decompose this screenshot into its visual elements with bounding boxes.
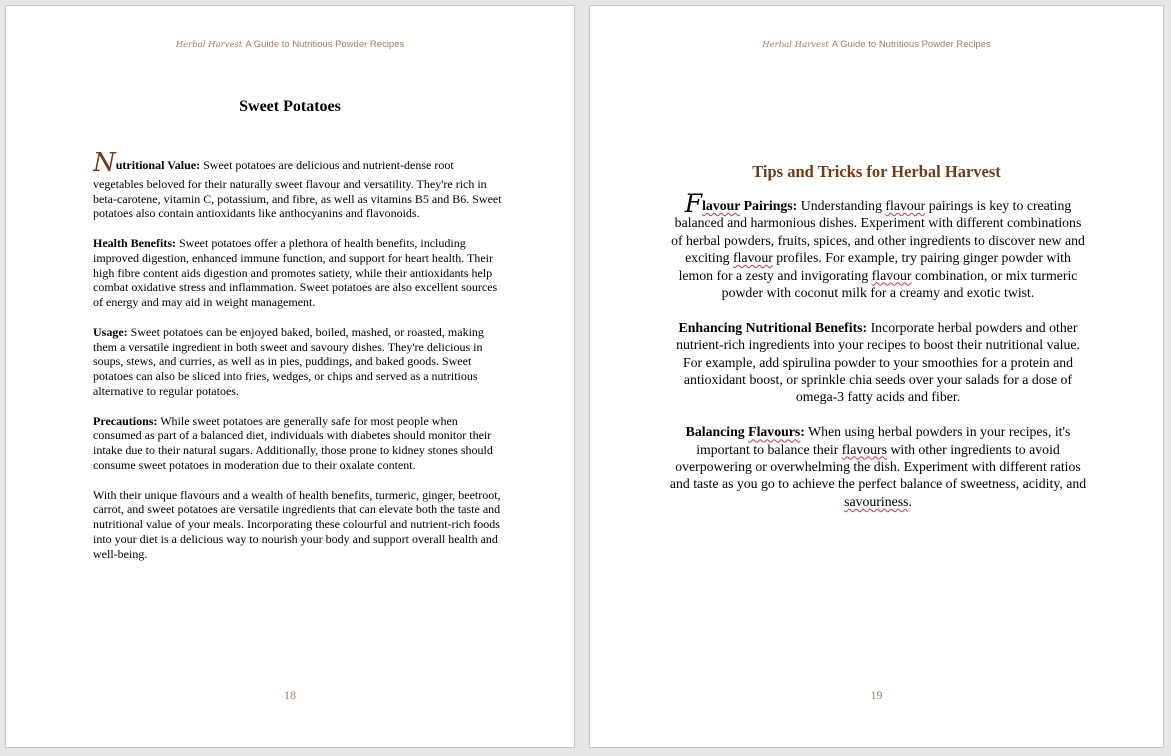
running-header [590,39,1163,50]
header-script-title: Herbal Harvest [762,40,829,50]
document-page-18 [5,5,575,748]
flavour-pairings-label: lavour Pairings: [702,198,798,213]
enhancing-benefits-label: Enhancing Nutritional Benefits: [678,319,868,335]
spellcheck-word[interactable]: lavour [702,198,741,213]
header-subtitle: A Guide to Nutritious Powder Recipes [245,39,405,50]
spellcheck-word[interactable]: flavour [885,198,926,213]
spellcheck-word[interactable]: flavour [732,250,773,266]
page-number: 19 [870,688,883,702]
usage-paragraph [93,325,507,399]
spellcheck-word[interactable]: flavours [841,441,887,457]
header-script-title: Herbal Harvest [175,40,243,50]
precautions-paragraph [93,414,507,473]
flavour-pairings-paragraph: Flavour Pairings: Understanding flavour pairings is key to creating balanced and harmonious dishes. Experiment with different combinations of herbal powders, fruits, spices, and other ingredients to discover new and exciting flavour profiles. For example, try pairing ginger powder with lemon for a zesty and invigorating flavour combination, or mix turmeric powder with coconut milk for a creamy and exotic twist. [671,189,1085,301]
nutritional-value-paragraph [93,148,507,221]
nutritional-value-text: Sweet potatoes are delicious and nutrient-dense root vegetables beloved for their naturally sweet flavour and versatility. They're rich in beta-carotene, vitamin C, potassium, and fibre, as well as vitamins B5 and B6. Sweet potatoes also contain antioxidants like anthocyanins and flavonoids. [93,158,502,221]
enhancing-benefits-paragraph [668,319,1088,406]
enhancing-benefits-text: Incorporate herbal powders and other nutrient-rich ingredients into your recipes to boost their nutritional value. For example, add spirulina powder to your smoothies for a protein and antioxidant boost, or sprinkle chia seeds over your salads for a dose of omega-3 fatty acids and fiber. [676,319,1080,405]
precautions-label: Precautions: [93,413,158,428]
health-benefits-paragraph [93,236,507,310]
spellcheck-word[interactable]: Flavours [748,424,801,440]
health-benefits-label: Health Benefits: [93,235,176,250]
page-number: 18 [284,688,296,702]
usage-label: Usage: [93,324,128,339]
section-title: Sweet Potatoes [239,98,341,115]
drop-cap-letter: N [93,148,116,178]
precautions-text: While sweet potatoes are generally safe for most people when consumed as part of a balanced diet, individuals with diabetes should monitor their intake due to their natural sugars. Additionally, those prone to kidney stones should consume sweet potatoes in moderation due to their oxalate content. [93,413,493,472]
left-body-text [93,148,507,576]
usage-text: Sweet potatoes can be enjoyed baked, boiled, mashed, or roasted, making them a versatile ingredient in both sweet and savoury dishes. They're delicious in soups, stews, and curries, as well as in pies, puddings, and baked goods. Sweet potatoes can also be sliced into fries, wedges, or chips and served as a nutritious alternative to regular potatoes. [93,324,484,398]
header-subtitle: A Guide to Nutritious Powder Recipes [831,39,991,50]
running-header [6,39,574,50]
section-title: Tips and Tricks for Herbal Harvest [752,162,1001,181]
balancing-flavours-paragraph: Balancing Flavours: When using herbal powders in your recipes, it's important to balance their flavours with other ingredients to avoid overpowering or overwhelming the dish. Experiment with different ratios and taste as you go to achieve the perfect balance of sweetness, acidity, and savouriness. [669,424,1087,509]
drop-cap-letter: F [684,189,703,218]
right-body-text [668,189,1088,528]
closing-paragraph: With their unique flavours and a wealth of health benefits, turmeric, ginger, beetroot, carrot, and sweet potatoes are versatile ingredients that can elevate both the taste and nutritional value of your meals. Incorporating these colourful and nutrient-rich foods into your diet is a delicious way to nourish your body and support overall health and well-being. [93,487,501,561]
spellcheck-word[interactable]: flavour [871,267,912,283]
spellcheck-word[interactable]: savouriness [844,493,909,509]
document-page-19 [589,5,1164,748]
balancing-flavours-label: Balancing Flavours: [685,424,805,440]
health-benefits-text: Sweet potatoes offer a plethora of health benefits, including improved digestion, enhanced immune function, and support for heart health. Their high fibre content aids digestion and promotes satiety, while their antioxidants help combat oxidative stress and inflammation. Sweet potatoes are also excellent sources of energy and may aid in weight management. [93,235,498,310]
nutritional-value-label: utritional Value: [115,158,201,172]
